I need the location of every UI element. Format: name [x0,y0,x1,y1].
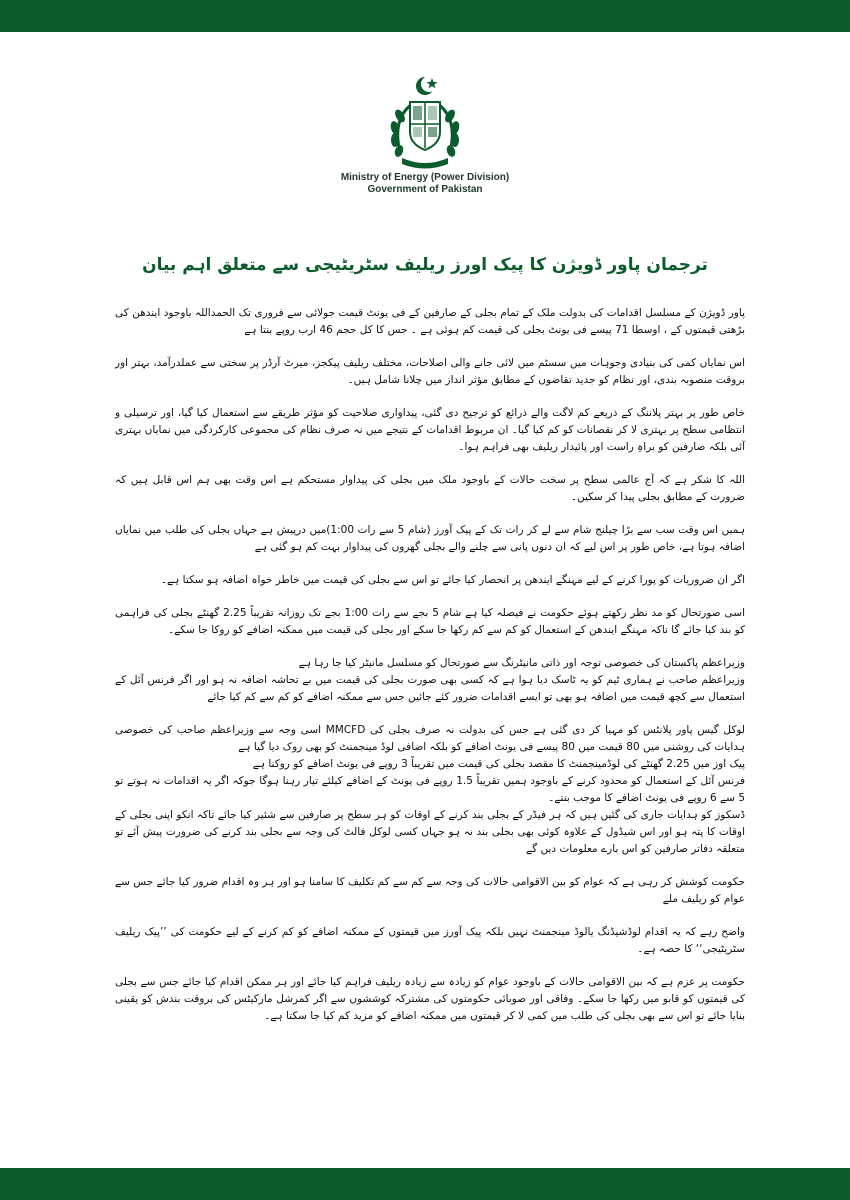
pm-monitoring-line: وزیراعظم پاکستان کی خصوصی توجہ اور ذاتی مانیٹرنگ سے صورتحال کو مسلسل مانیٹر کیا جا رہا ہے [298,657,745,669]
paragraph-peak-hours-challenge: ہمیں اس وقت سب سے بڑا چیلنج شام سے لے کر رات تک کے پیک آورز (شام 5 سے رات 1:00)میں درپیش ہے جہاں بجلی کی طلب میں نمایاں اضافہ ہوتا ہے، خاص طور پر اس لیے کہ ان دنوں پانی سے چلنے والے بجلی گھروں کی پیداوار بہت کم ہو گئی ہے [115,524,746,553]
state-emblem-icon [382,74,468,170]
pm-task-line: وزیراعظم صاحب نے ہماری ٹیم کو یہ ٹاسک دیا ہوا ہے کہ کسی بھی صورت بجلی کی قیمت میں بے تحاشہ اضافہ نہ ہو اور اگر فرنس آئل کے استعمال سے کچھ قیمت میں اضافہ ہو بھی تو ایسے اقدامات ضرور کئے جائیں جس سے ممکنہ اضافے کو کم سے کم کیا جائے [115,674,745,703]
paragraph-government-effort: حکومت کوشش کر رہی ہے کہ عوام کو بین الاقوامی حالات کی وجہ سے کم سے کم تکلیف کا سامنا ہو اور ہر وہ اقدام ضرور کیا جائے جس سے عوام کو ریلیف ملے [115,876,745,905]
ministry-name: Ministry of Energy (Power Division) [340,172,510,183]
discos-schedule-line: ڈسکوز کو ہدایات جاری کی گئیں ہیں کہ ہر فیڈر کے بجلی بند کرنے کے اوقات کو ہر سطح پر صارفین سے شئیر کیا جائے تاکہ انکو اپنی بجلی کے اوقات کا پتہ ہو اور اس شیڈول کے علاوہ کوئی بھی بجلی بند نہ ہو جہاں کسی لوکل فالٹ کی وجہ سے بجلی بند کرنے کی ضرورت پیش آئے تو متعلقہ دفاتر صارفین کو اس بارے معلومات دیں گے [115,809,745,855]
paragraph-peak-relief-strategy: واضح رہے کہ یہ اقدام لوڈشیڈنگ یالوڈ مینجمنٹ نہیں بلکہ پیک آورز میں قیمتوں کے ممکنہ اضافے کو کم کرنے کے لیے حکومت کی ’’پیک ریلیف سٹریٹیجی‘‘ کا حصہ ہے۔ [115,926,745,955]
document-title: ترجمان پاور ڈویژن کا پیک اورز ریلیف سٹریٹیجی سے متعلق اہم بیان [142,255,708,275]
paragraph-measures-list [115,722,745,858]
peak-hours-line: پیک اوز میں 2.25 گھنٹے کی لوڈمینجمنٹ کا مقصد بجلی کی قیمت میں تقریباً 3 روپے فی یونٹ اضافے کو روکنا ہے [252,758,745,770]
paragraph-pm-monitoring [115,655,745,706]
local-gas-line: لوکل گیس پاور پلانٹس کو مہیا کر دی گئی ہے جس کی بدولت نہ صرف بجلی کی MMCFD اسی وجہ سے وزیراعظم صاحب کی خصوصی ہدایات کی روشنی میں 80 قیمت میں 80 پیسے فی یونٹ اضافے کو بلکہ اضافی لوڈ مینجمنٹ کو بھی روک دیا گیا ہے [115,724,745,753]
paragraph-load-management-decision: اسی صورتحال کو مد نظر رکھتے ہوئے حکومت نے فیصلہ کیا ہے شام 5 بجے سے رات 1:00 بجے تک روزانہ تقریباً 2.25 گھنٹے بجلی کی فراہمی کو بند کیا جائے گا تاکہ مہنگے ایندھن کے استعمال کو کم سے کم رکھا جا سکے اور بجلی کی قیمت میں ممکنہ اضافے کو روکا جا سکے۔ [115,607,746,636]
furnace-oil-line: فرنس آئل کے استعمال کو محدود کرنے کے باوجود ہمیں تقریباً 1.5 روپے فی یونٹ کے اضافے کیلئے تیار رہنا ہوگا جوکہ اگر یہ اقدامات نہ ہوتے تو 5 سے 6 روپے فی یونٹ اضافے کا موجب بنتے۔ [115,775,745,804]
paragraph-expensive-fuel: اگر ان ضروریات کو پورا کرنے کے لیے مہنگے ایندھن پر انحصار کیا جائے تو اس سے بجلی کی قیمت میں خاطر خواہ اضافہ ہو سکتا ہے۔ [160,574,745,586]
paragraph-planning: خاص طور پر بہتر پلاننگ کے ذریعے کم لاگت والے ذرائع کو ترجیح دی گئی، پیداواری صلاحیت کو مؤثر طریقے سے استعمال کیا گیا، اور ترسیلی و انتظامی سطح پر بہتری لا کر نقصانات کو کم کیا گیا۔ ان مربوط اقدامات کے نتیجے میں نہ صرف نظام کی مجموعی کارکردگی میں نمایاں بہتری آئی بلکہ صارفین کو براہِ راست اور پائیدار ریلیف بھی فراہم ہوا۔ [115,407,745,453]
statement-body [115,305,745,1041]
paragraph-stable-generation: اللہ کا شکر ہے کہ آج عالمی سطح پر سخت حالات کے باوجود ملک میں بجلی کی پیداوار مستحکم ہے اس وقت بھی ہم اس قابل ہیں کہ ضرورت کے مطابق بجلی پیدا کر سکیں۔ [115,474,745,503]
paragraph-government-resolve: حکومت پر عزم ہے کہ بین الاقوامی حالات کے باوجود عوام کو زیادہ سے زیادہ ریلیف فراہم کیا جائے اور ہر ممکن اقدام کیا جائے جس سے بجلی کی قیمتوں کو قابو میں رکھا جا سکے۔ وفاقی اور صوبائی حکومتوں کی مشترکہ کوششوں سے اگر کمرشل مارکیٹس کی بروقت بندش کو یقینی بنایا جائے تو اس سے بھی بجلی کی طلب میں کمی لا کر قیمتوں میں ممکنہ اضافے کو مزید کم کیا جا سکتا ہے۔ [115,976,745,1022]
paragraph-tariff-reduction: پاور ڈویژن کے مسلسل اقدامات کی بدولت ملک کے تمام بجلی کے صارفین کے فی یونٹ قیمت جولائی سے فروری تک الحمداللہ باوجود ایندھن کی بڑھتی قیمتوں کے ، اوسطا 71 پیسے فی یونٹ بجلی کی قیمت کم ہوئی ہے ۔ جس کا کل حجم 46 ارب روپے بنتا ہے [115,307,745,336]
top-color-band [0,0,850,32]
bottom-color-band [0,1168,850,1200]
government-name: Government of Pakistan [367,184,483,195]
paragraph-reasons: اس نمایاں کمی کی بنیادی وجوہات میں سسٹم میں لائی جانے والی اصلاحات، مختلف ریلیف پیکجز، میرٹ آرڈر پر سختی سے عملدرآمد، بہتر اور بروقت منصوبہ بندی، اور نظام کو جدید تقاضوں کے مطابق مؤثر انداز میں چلانا شامل ہیں۔ [115,357,745,386]
